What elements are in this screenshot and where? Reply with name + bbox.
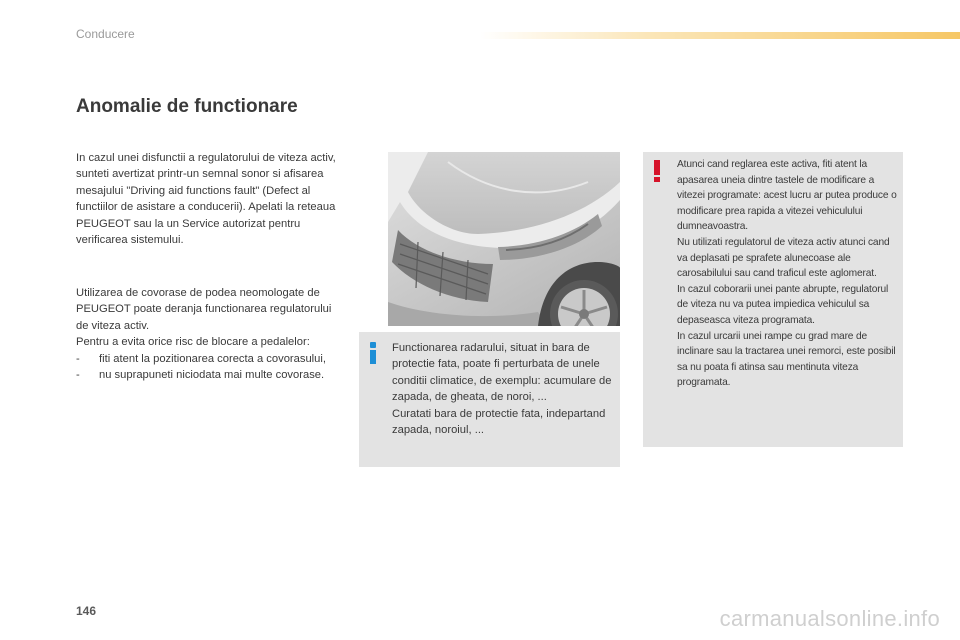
warning-box — [643, 152, 903, 447]
info-line: Curatati bara de protectie fata, indepartand zapada, noroiul, ... — [392, 407, 606, 437]
list-item: - nu suprapuneti niciodata mai multe covorase. — [76, 367, 340, 383]
page-title: Anomalie de functionare — [76, 96, 298, 117]
info-icon — [368, 342, 378, 362]
exclamation-warning-icon — [653, 160, 661, 182]
section-header: Conducere — [76, 27, 135, 41]
header-accent-bar — [480, 32, 960, 39]
floor-mat-paragraph — [76, 285, 340, 383]
info-line: Functionarea radarului, situat in bara de protectie fata, poate fi perturbata de unele conditii climatice, de exemplu: acumulare de zapada, de gheata, de noroi, ... — [392, 342, 612, 404]
car-front-drawing — [388, 152, 620, 326]
warning-line: In cazul coborarii unei pante abrupte, regulatorul de viteza nu va putea impiedica vehiculul sa depaseasca viteza programata. — [677, 283, 889, 326]
warning-text — [677, 157, 901, 391]
info-box — [359, 332, 620, 467]
watermark: carmanualsonline.info — [719, 606, 940, 631]
warning-line: Nu utilizati regulatorul de viteza activ atunci cand va deplasati pe sprafete alunecoase ale carosabilului sau cand traficul este aglomerat. — [677, 236, 890, 280]
warning-line: Atunci cand reglarea este activa, fiti atent la apasarea uneia dintre tastele de modificare a vitezei programate: acest lucru ar putea produce o modificare prea rapida a vitezei vehiculului dumneavoastra. — [677, 159, 897, 233]
warning-line: In cazul urcarii unei rampe cu grad mare de inclinare sau la tractarea unei remorci, este posibil sa nu poata fi atinsa sau mentinuta viteza programata. — [677, 330, 896, 389]
info-text — [392, 340, 612, 438]
car-front-illustration — [388, 152, 620, 326]
page-number: 146 — [76, 604, 97, 618]
floor-mat-list — [76, 351, 340, 384]
list-item: - fiti atent la pozitionarea corecta a covorasului, — [76, 351, 340, 367]
fault-paragraph: In cazul unei disfunctii a regulatorului de viteza activ, sunteti avertizat printr-un semnal sonor si afisarea mesajului "Driving aid functions fault" (Defect al functiilor de asistare a conducerii). Apelati la reteaua PEUGEOT sau la un Service autorizat pentru verificarea sistemului. — [76, 152, 336, 247]
floor-mat-lead: Pentru a evita orice risc de blocare a pedalelor: — [76, 336, 310, 349]
floor-mat-intro: Utilizarea de covorase de podea neomologate de PEUGEOT poate deranja functionarea regulatorului de viteza activ. — [76, 287, 332, 332]
